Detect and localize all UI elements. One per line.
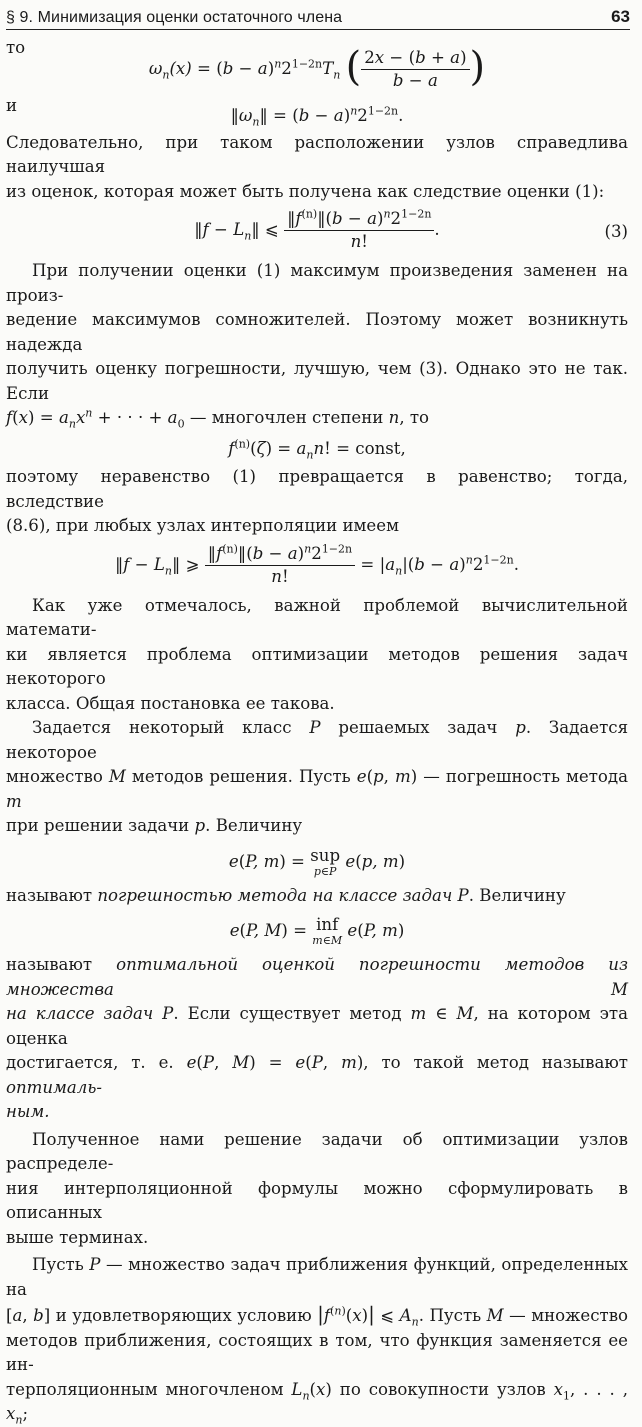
text-line: (8.6), при любых узлах интерполяции имеем [6,516,399,535]
text-line: Задается некоторый класс P решаемых задач p. Задается некоторое [6,718,629,762]
text-line: называют погрешностью метода на классе задач P. Величину [6,885,566,905]
text-line [6,1100,628,1125]
text-line: при решении задачи p. Величину [6,816,303,835]
text-line: класса. Общая постановка ее такова. [6,693,335,713]
text-line: терполяционным многочленом $L_n(x)$ по совокупности узлов $x_1$, . . . , $x_n$; [6,1379,629,1427]
running-title: § 9. Минимизация оценки остаточного члена [6,9,343,26]
text-line: Полученное нами решение задачи об оптимизации узлов распределе- [6,1129,628,1173]
text-line: При получении оценки (1) максимум произведения заменен на произ- [6,261,628,305]
text-line: методов приближения, состоящих в том, что функция заменяется ее ин- [6,1330,628,1374]
text-line: поэтому неравенство (1) превращается в равенство; тогда, вследствие [6,467,628,511]
term-italic: на классе задач [6,1004,154,1023]
text-line: Следовательно, при таком расположении узлов справедлива наилучшая [6,132,628,176]
formula-omega-norm: $‖\omega_n‖ = (b - a)^n2^{1-2n}$. [230,104,404,129]
text-line: называют оптимальной оценкой погрешности методов из множества M [6,955,628,999]
text-line: Как уже отмечалось, важной проблемой вычислительной математи- [6,595,628,639]
formula-sup: e(P, m) = sup p∈P e(p, m) [228,845,406,878]
term-italic: оптимальной оценкой погрешности методов из множества [6,955,628,999]
text-line: получить оценку погрешности, лучшую, чем (3). Однако это не так. Если [6,359,628,403]
page-number: 63 [611,7,630,26]
term-italic: погрешностью метода на классе задач [97,885,453,905]
text-line: из оценок, которая может быть получена как следствие оценки (1): [6,181,605,201]
word-to: то [6,38,26,57]
formula-derivative-const: $f^{(n)}(\zeta) = a_nn$! = const, [228,436,406,461]
text-line: ки является проблема оптимизации методов решения задач некоторого [6,644,628,688]
term-italic: ным. [6,1102,50,1121]
formula-3: ‖f − $L_n‖$ ⩽ $\frac{‖f^{(n)}‖(b - a)^n2^{1-2n}}{n!}$ . (3) [194,207,628,251]
text-line: множество M методов решения. Пусть e(p, m) — погрешность метода m [6,767,629,811]
text-line: ведение максимумов сомножителей. Поэтому может возникнуть надежда [6,310,628,354]
text-line: Пусть P — множество задач приближения функций, определенных на [6,1255,629,1299]
formula-omega: $\omega_n(x) = (b - a)^n2^{1-2n}T_n$ ( $\frac{2x - (b + a)}{b - a}$ ) [148,44,486,90]
page-body [6,36,628,1427]
text-line: ния интерполяционной формулы можно сформулировать в описанных [6,1178,628,1222]
text-line: достигается, т. е. e(P, M) = e(P, m), то такой метод называют оптималь- [6,1053,628,1097]
equation-number: (3) [604,222,628,241]
formula-equality: ‖f − $L_n‖$ ⩾ $\frac{‖f^{(n)}‖(b - a)^n2^{1-2n}}{n!}$ = $|a_n|(b - a)^n2^{1-2n}$. [115,541,519,586]
text-line: выше терминах. [6,1227,149,1247]
term-italic: оптималь- [6,1077,102,1097]
text-line: $f(x) = a_nx^n$ + · · · + $a_0$ — многочлен степени n, то [6,406,430,431]
text-line: [a, b] и удовлетворяющих условию $|f^{(n)}(x)|$ ⩽ $A_n$. Пусть M — множество [6,1302,629,1329]
text-line: на классе задач P. Если существует метод m ∈ M, на котором эта оценка [6,1004,628,1048]
page-header [6,4,630,30]
formula-inf: e(P, M) = inf m∈M e(P, m) [229,915,405,947]
word-and: и [6,95,18,115]
